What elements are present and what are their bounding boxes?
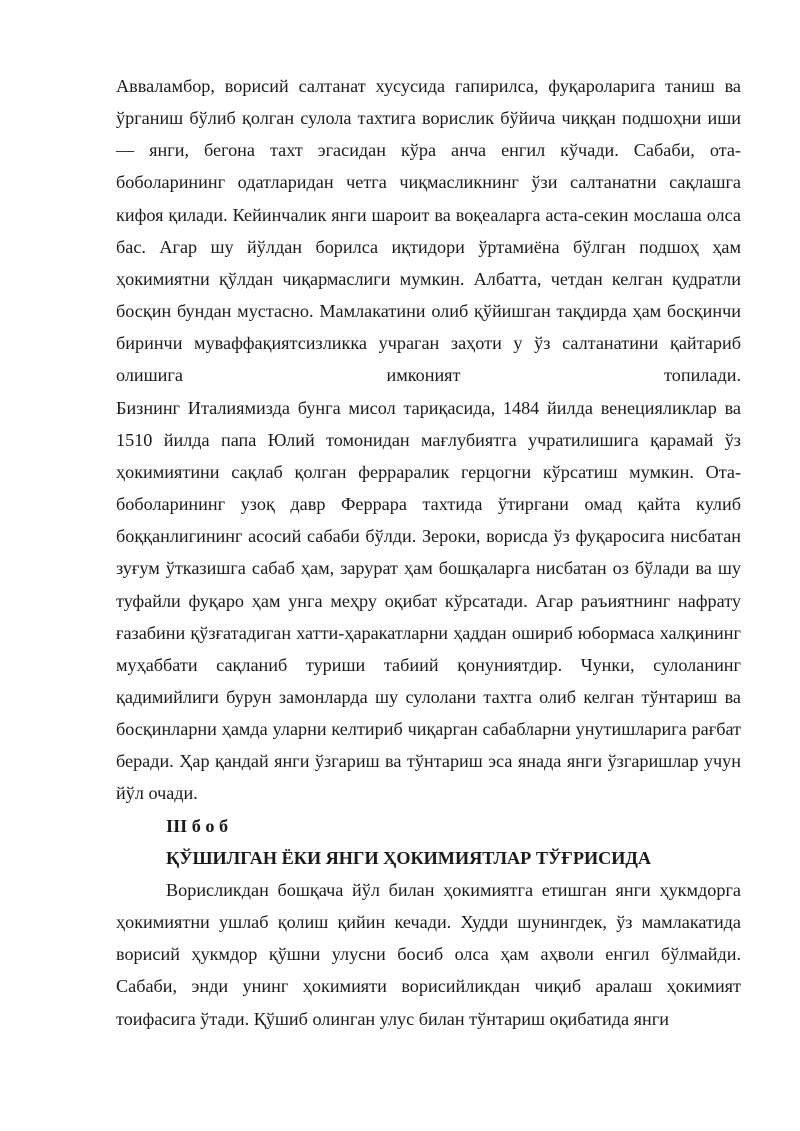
chapter-number: III б о б bbox=[166, 815, 229, 836]
document-page bbox=[116, 70, 741, 1035]
paragraph-3: Ворисликдан бошқача йўл билан ҳокимиятга етишган янги ҳукмдорга ҳокимиятни ушлаб қолиш қийин кечади. Худди шунингдек, ўз мамлакатида ворисий ҳукмдор қўшни улусни босиб олса ҳам аҳволи енгил бўлмайди. Сабаби, энди унинг ҳокимияти ворисийликдан чиқиб аралаш ҳокимият тоифасига ўтади. Қўшиб олинган улус билан тўнтариш оқибатида янги bbox=[116, 879, 741, 1029]
paragraph-2: Бизнинг Италиямизда бунга мисол тариқасида, 1484 йилда венецияликлар ва 1510 йилда папа Юлий томонидан мағлубиятга учратилишига қарамай ўз ҳокимиятини сақлаб қолган ферраралик герцогни кўрсатиш мумкин. Ота-боболарининг узоқ давр Феррара тахтида ўтиргани омад қайта кулиб боққанлигининг асосий сабаби бўлди. Зероки, ворисда ўз фуқаросига нисбатан зуғум ўтказишга сабаб ҳам, зарурат ҳам бошқаларга нисбатан оз бўлади ва шу туфайли фуқаро ҳам унга меҳру оқибат кўрсатади. Агар раъиятнинг нафрату ғазабини қўзғатадиган хатти-ҳаракатларни ҳаддан ошириб юбормаса халқининг муҳаббати сақланиб туриши табиий қонуниятдир. Чунки, сулоланинг қадимийлиги бурун замонларда шу сулолани тахтга олиб келган тўнтариш ва босқинларни ҳамда уларни келтириб чиқарган сабабларни унутишларига рағбат беради. Ҳар қандай янги ўзгариш ва тўнтариш эса янада янги ўзгаришлар учун йўл очади. bbox=[116, 397, 741, 804]
paragraph-1: Авваламбор, ворисий салтанат хусусида гапирилса, фуқароларига таниш ва ўрганиш бўлиб қолган сулола тахтига ворислик бўйича чиққан подшоҳни иши — янги, бегона тахт эгасидан кўра анча енгил кўчади. Сабаби, ота-боболарининг одатларидан четга чиқмасликнинг ўзи салтанатни сақлашга кифоя қилади. Кейинчалик янги шароит ва воқеаларга аста-секин мослаша олса бас. Агар шу йўлдан борилса иқтидори ўртамиёна бўлган подшоҳ ҳам ҳокимиятни қўлдан чиқармаслиги мумкин. Албатта, четдан келган қудратли босқин бундан мустасно. Мамлакатини олиб қўйишган тақдирда ҳам босқинчи биринчи муваффақиятсизликка учраган заҳоти у ўз салтанатини қайтариб олишига имконият топилади. bbox=[116, 76, 741, 386]
chapter-title: ҚЎШИЛГАН ЁКИ ЯНГИ ҲОКИМИЯТЛАР ТЎҒРИСИДА bbox=[166, 847, 652, 868]
